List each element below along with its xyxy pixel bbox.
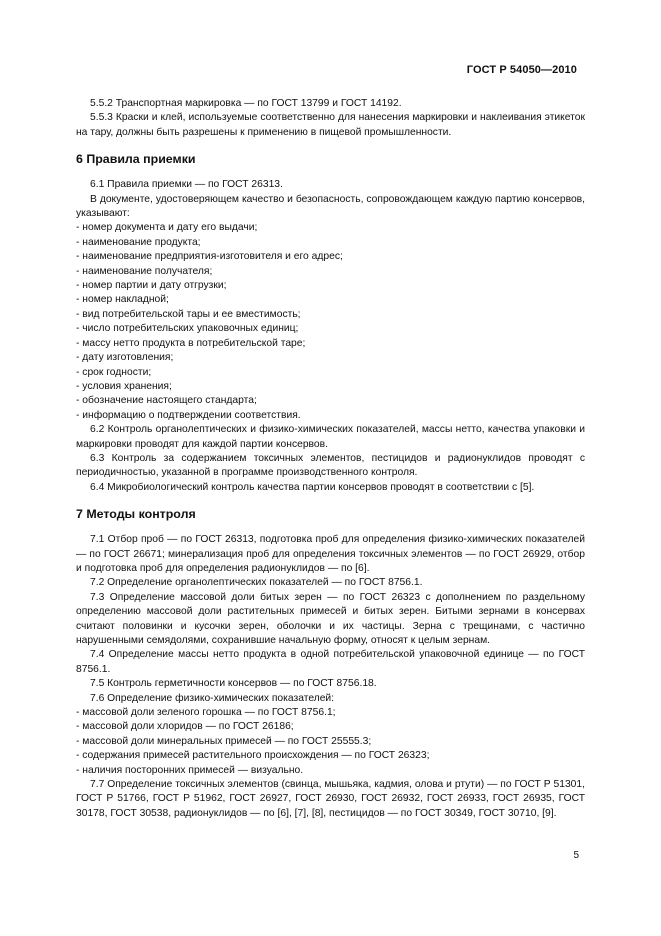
clause-6-1-intro: В документе, удостоверяющем качество и безопасность, сопровождающем каждую партию консервов, указывают: xyxy=(76,193,585,220)
list-item: - условия хранения; xyxy=(76,380,172,392)
clause-6-4: 6.4 Микробиологический контроль качества партии консервов проводят в соответствии с [5]. xyxy=(90,481,535,493)
clause-7-7: 7.7 Определение токсичных элементов (свинца, мышьяка, кадмия, олова и ртути) — по ГОСТ Р 51301, ГОСТ Р 51766, ГОСТ Р 51962, ГОСТ 26927, ГОСТ 26930, ГОСТ 26932, ГОСТ 26933, ГОСТ 26935, ГОСТ 30178, ГОСТ 30538, радионуклидов — по [6], [7], [8], пестицидов — по ГОСТ 30349, ГОСТ 30710, [9]. xyxy=(76,779,585,819)
list-item: - вид потребительской тары и ее вместимость; xyxy=(76,308,301,320)
clause-5-5-3: 5.5.3 Краски и клей, используемые соответственно для нанесения маркировки и наклеивания этикеток на тару, должны быть разрешены к применению в пищевой промышленности. xyxy=(76,112,585,138)
list-item: - обозначение настоящего стандарта; xyxy=(76,395,257,407)
clause-7-6: 7.6 Определение физико-химических показателей: xyxy=(90,692,335,704)
section-7-heading: 7 Методы контроля xyxy=(76,507,196,522)
list-item: - массовой доли минеральных примесей — по ГОСТ 25555.3; xyxy=(76,735,372,747)
clause-7-2: 7.2 Определение органолептических показателей — по ГОСТ 8756.1. xyxy=(90,577,423,589)
list-item: - наименование получателя; xyxy=(76,265,213,277)
clause-7-4: 7.4 Определение массы нетто продукта в одной потребительской упаковочной единице — по ГОСТ 8756.1. xyxy=(76,649,585,675)
clause-6-2: 6.2 Контроль органолептических и физико-химических показателей, массы нетто, качества упаковки и маркировки проводят для каждой партии консервов. xyxy=(76,424,585,450)
list-item: - информацию о подтверждении соответствия. xyxy=(76,409,301,421)
list-item: - содержания примесей растительного происхождения — по ГОСТ 26323; xyxy=(76,750,430,762)
document-contents-list xyxy=(76,221,585,423)
list-item: - номер партии и дату отгрузки; xyxy=(76,280,227,292)
list-item: - массу нетто продукта в потребительской таре; xyxy=(76,337,306,349)
list-item: - срок годности; xyxy=(76,366,152,378)
clause-7-5: 7.5 Контроль герметичности консервов — по ГОСТ 8756.18. xyxy=(90,678,377,690)
clause-5-5-2: 5.5.2 Транспортная маркировка — по ГОСТ 13799 и ГОСТ 14192. xyxy=(90,98,402,109)
list-item: - наличия посторонних примесей — визуально. xyxy=(76,764,304,776)
page-content xyxy=(76,97,585,821)
clause-6-3: 6.3 Контроль за содержанием токсичных элементов, пестицидов и радионуклидов проводят с периодичностью, указанной в программе производственного контроля. xyxy=(76,452,585,479)
clause-6-1: 6.1 Правила приемки — по ГОСТ 26313. xyxy=(90,179,283,191)
list-item: - наименование предприятия-изготовителя и его адрес; xyxy=(76,251,343,263)
list-item: - массовой доли зеленого горошка — по ГОСТ 8756.1; xyxy=(76,707,336,719)
list-item: - массовой доли хлоридов — по ГОСТ 26186; xyxy=(76,721,294,733)
clause-7-3: 7.3 Определение массовой доли битых зерен — по ГОСТ 26323 с дополнением по раздельному определению массовой доли растительных примесей и битых зерен. Битыми зернами в консервах считают половинки и кусочки зерен, оболочки и их частицы. Зерна с трещинами, с частично нарушенными семядолями, сохранившие начальную форму, относят к целым зернам. xyxy=(76,591,585,646)
clause-7-1: 7.1 Отбор проб — по ГОСТ 26313, подготовка проб для определения физико-химических показателей — по ГОСТ 26671; минерализация проб для определения токсичных элементов — по ГОСТ 26929, отбор и подготовка проб для определения радионуклидов — по [6]. xyxy=(76,534,585,574)
page-number: 5 xyxy=(573,850,579,861)
list-item: - число потребительских упаковочных единиц; xyxy=(76,323,299,335)
section-6-heading: 6 Правила приемки xyxy=(76,152,196,167)
standard-designation: ГОСТ Р 54050—2010 xyxy=(466,64,577,76)
list-item: - наименование продукта; xyxy=(76,236,201,248)
list-item: - номер накладной; xyxy=(76,294,169,306)
list-item: - дату изготовления; xyxy=(76,352,174,364)
list-item: - номер документа и дату его выдачи; xyxy=(76,222,258,234)
physico-chemical-list xyxy=(76,706,585,778)
